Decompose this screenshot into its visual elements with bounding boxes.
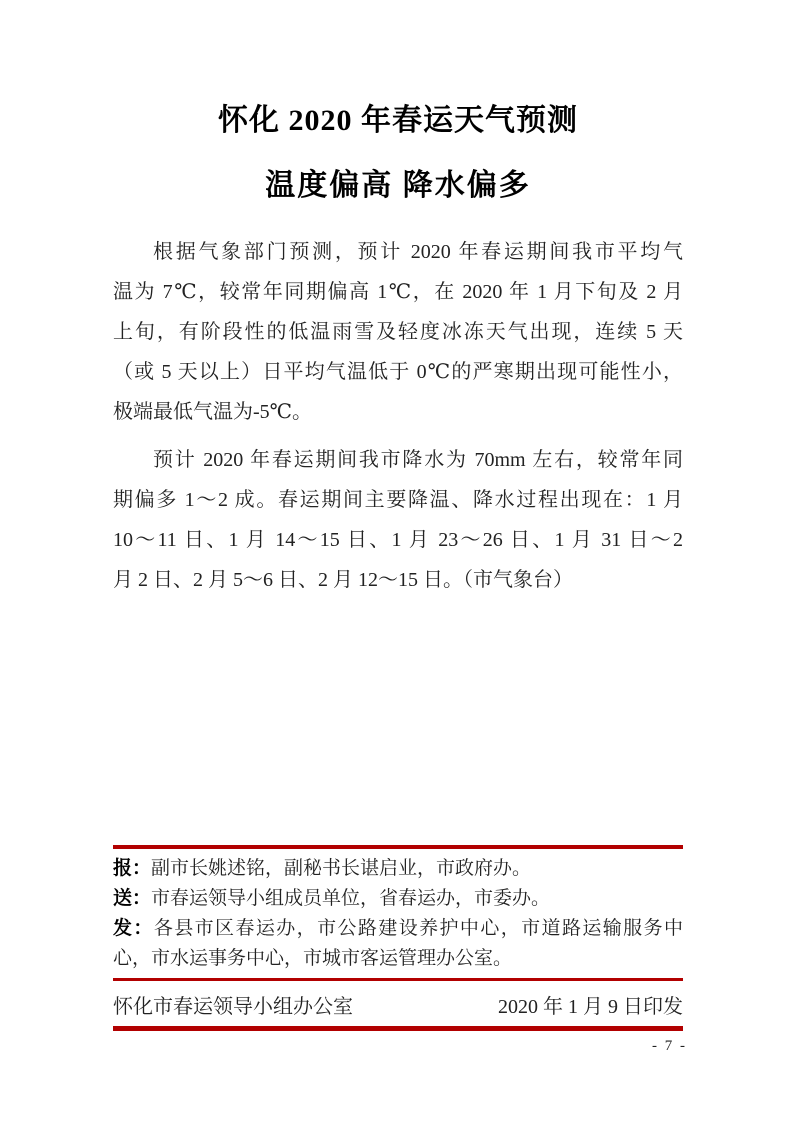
print-date: 2020 年 1 月 9 日印发 — [498, 996, 683, 1018]
distribution-row-report — [113, 854, 683, 884]
paragraph-temperature — [113, 232, 683, 432]
issuing-office: 怀化市春运领导小组办公室 — [113, 996, 353, 1018]
document-body — [113, 232, 683, 600]
distribution-label: 发： — [113, 918, 154, 939]
distribution-text: 副市长姚述铭，副秘书长谌启业，市政府办。 — [151, 858, 532, 879]
body-line: 期偏多 1～2 成。春运期间主要降温、降水过程出现在：1 月 — [113, 489, 683, 511]
body-line: 月 2 日、2 月 5～6 日、2 月 12～15 日。（市气象台） — [113, 569, 573, 591]
distribution-text: 各县市区春运办，市公路建设养护中心，市道路运输服务中 — [153, 918, 683, 939]
document-content — [113, 0, 683, 600]
body-line: 上旬，有阶段性的低温雨雪及轻度冰冻天气出现，连续 5 天 — [113, 321, 683, 343]
distribution-label: 报： — [113, 858, 152, 879]
distribution-row-issue — [113, 914, 683, 944]
red-divider-bottom — [113, 1026, 683, 1031]
page-subtitle: 温度偏高 降水偏多 — [265, 169, 531, 202]
body-line: 温为 7℃，较常年同期偏高 1℃，在 2020 年 1 月下旬及 2 月 — [113, 281, 683, 303]
distribution-label: 送： — [113, 888, 152, 909]
issuer-row — [113, 994, 683, 1020]
page-number: - 7 - — [652, 1038, 687, 1054]
distribution-row-issue-continued: 心，市水运事务中心，市城市客运管理办公室。 — [113, 948, 513, 969]
distribution-text: 市春运领导小组成员单位，省春运办，市委办。 — [151, 888, 551, 909]
distribution-list — [113, 854, 683, 974]
document-footer — [113, 845, 683, 1031]
paragraph-precipitation — [113, 440, 683, 600]
red-divider-top — [113, 845, 683, 849]
body-line: 预计 2020 年春运期间我市降水为 70mm 左右，较常年同 — [153, 449, 683, 471]
body-line: （或 5 天以上）日平均气温低于 0℃的严寒期出现可能性小， — [113, 361, 683, 383]
distribution-row-send — [113, 884, 683, 914]
body-line: 极端最低气温为-5℃。 — [113, 401, 313, 423]
red-divider-middle — [113, 978, 683, 981]
body-line: 10～11 日、1 月 14～15 日、1 月 23～26 日、1 月 31 日～2 — [113, 529, 683, 551]
body-line: 根据气象部门预测，预计 2020 年春运期间我市平均气 — [153, 241, 683, 263]
page-title: 怀化 2020 年春运天气预测 — [218, 104, 578, 137]
